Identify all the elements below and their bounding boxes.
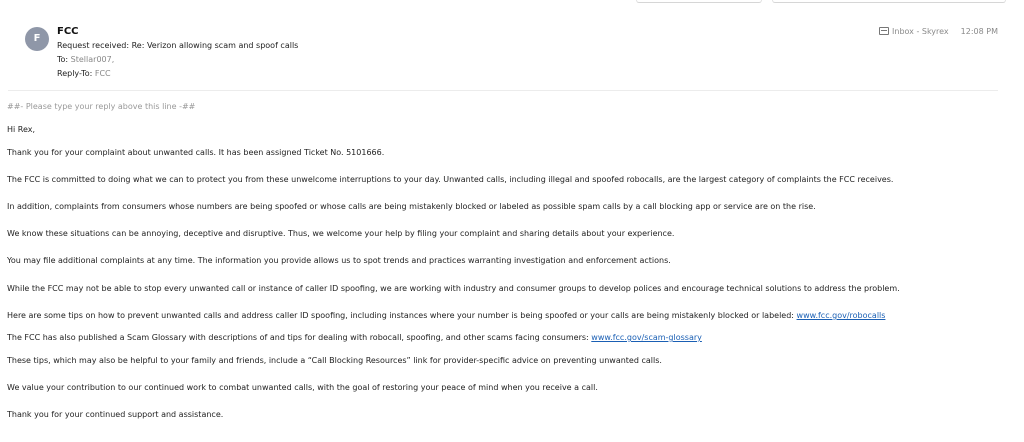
paragraph-5: You may file additional complaints at any time. The information you provide allows us to spot trends and practices warranting investigation and enforcement actions.: [7, 256, 671, 265]
paragraph-6: While the FCC may not be able to stop every unwanted call or instance of caller ID spoofing, we are working with industry and consumer groups to develop polices and encourage technical solutions to address the problem.: [7, 284, 900, 293]
to-line: [57, 55, 114, 64]
reply-to-value[interactable]: FCC: [94, 69, 111, 78]
avatar: F: [25, 27, 49, 51]
mailbox-and-time: [879, 27, 998, 36]
subject-line: Request received: Re: Verizon allowing scam and spoof calls: [57, 41, 299, 50]
header-divider: [8, 90, 998, 91]
paragraph-3: In addition, complaints from consumers whose numbers are being spoofed or whose calls are being mistakenly blocked or labeled as possible spam calls by a call blocking app or service are on the rise.: [7, 202, 816, 211]
top-tab-strip: [0, 0, 1024, 3]
paragraph-11: Thank you for your continued support and assistance.: [7, 410, 224, 419]
received-time: 12:08 PM: [960, 27, 998, 36]
paragraph-7-text: Here are some tips on how to prevent unwanted calls and address caller ID spoofing, including instances where your number is being spoofed or your calls are being mistakenly blocked or labeled:: [7, 311, 797, 320]
to-value[interactable]: Stellar007,: [70, 55, 115, 64]
reply-to-line: [57, 69, 111, 78]
tab-fragment-left[interactable]: [636, 0, 762, 3]
paragraph-9: These tips, which may also be helpful to your family and friends, include a “Call Blocking Resources” link for provider-specific advice on preventing unwanted calls.: [7, 356, 662, 365]
paragraph-2: The FCC is committed to doing what we can to protect you from these unwelcome interruptions to your day. Unwanted calls, including illegal and spoofed robocalls, are the largest category of complaints the FCC receives.: [7, 175, 894, 184]
paragraph-7: [7, 311, 885, 320]
paragraph-4: We know these situations can be annoying, deceptive and disruptive. Thus, we welcome your help by filing your complaint and sharing details about your experience.: [7, 229, 675, 238]
greeting: Hi Rex,: [7, 125, 36, 134]
paragraph-1: Thank you for your complaint about unwanted calls. It has been assigned Ticket No. 5101666.: [7, 148, 385, 157]
reply-marker: ##- Please type your reply above this line -##: [7, 102, 196, 111]
tab-fragment-right[interactable]: [772, 0, 1006, 3]
inbox-icon: [879, 27, 889, 35]
mailbox-label[interactable]: Inbox - Skyrex: [892, 27, 949, 36]
paragraph-8: [7, 333, 702, 342]
sender-name: FCC: [57, 26, 79, 37]
robocalls-link[interactable]: www.fcc.gov/robocalls: [796, 311, 886, 320]
scam-glossary-link[interactable]: www.fcc.gov/scam-glossary: [591, 333, 702, 342]
to-label: To:: [57, 55, 69, 64]
paragraph-8-text: The FCC has also published a Scam Glossary with descriptions of and tips for dealing with robocall, spoofing, and other scams facing consumers:: [7, 333, 592, 342]
paragraph-10: We value your contribution to our continued work to combat unwanted calls, with the goal of restoring your peace of mind when you receive a call.: [7, 383, 598, 392]
reply-to-label: Reply-To:: [57, 69, 93, 78]
